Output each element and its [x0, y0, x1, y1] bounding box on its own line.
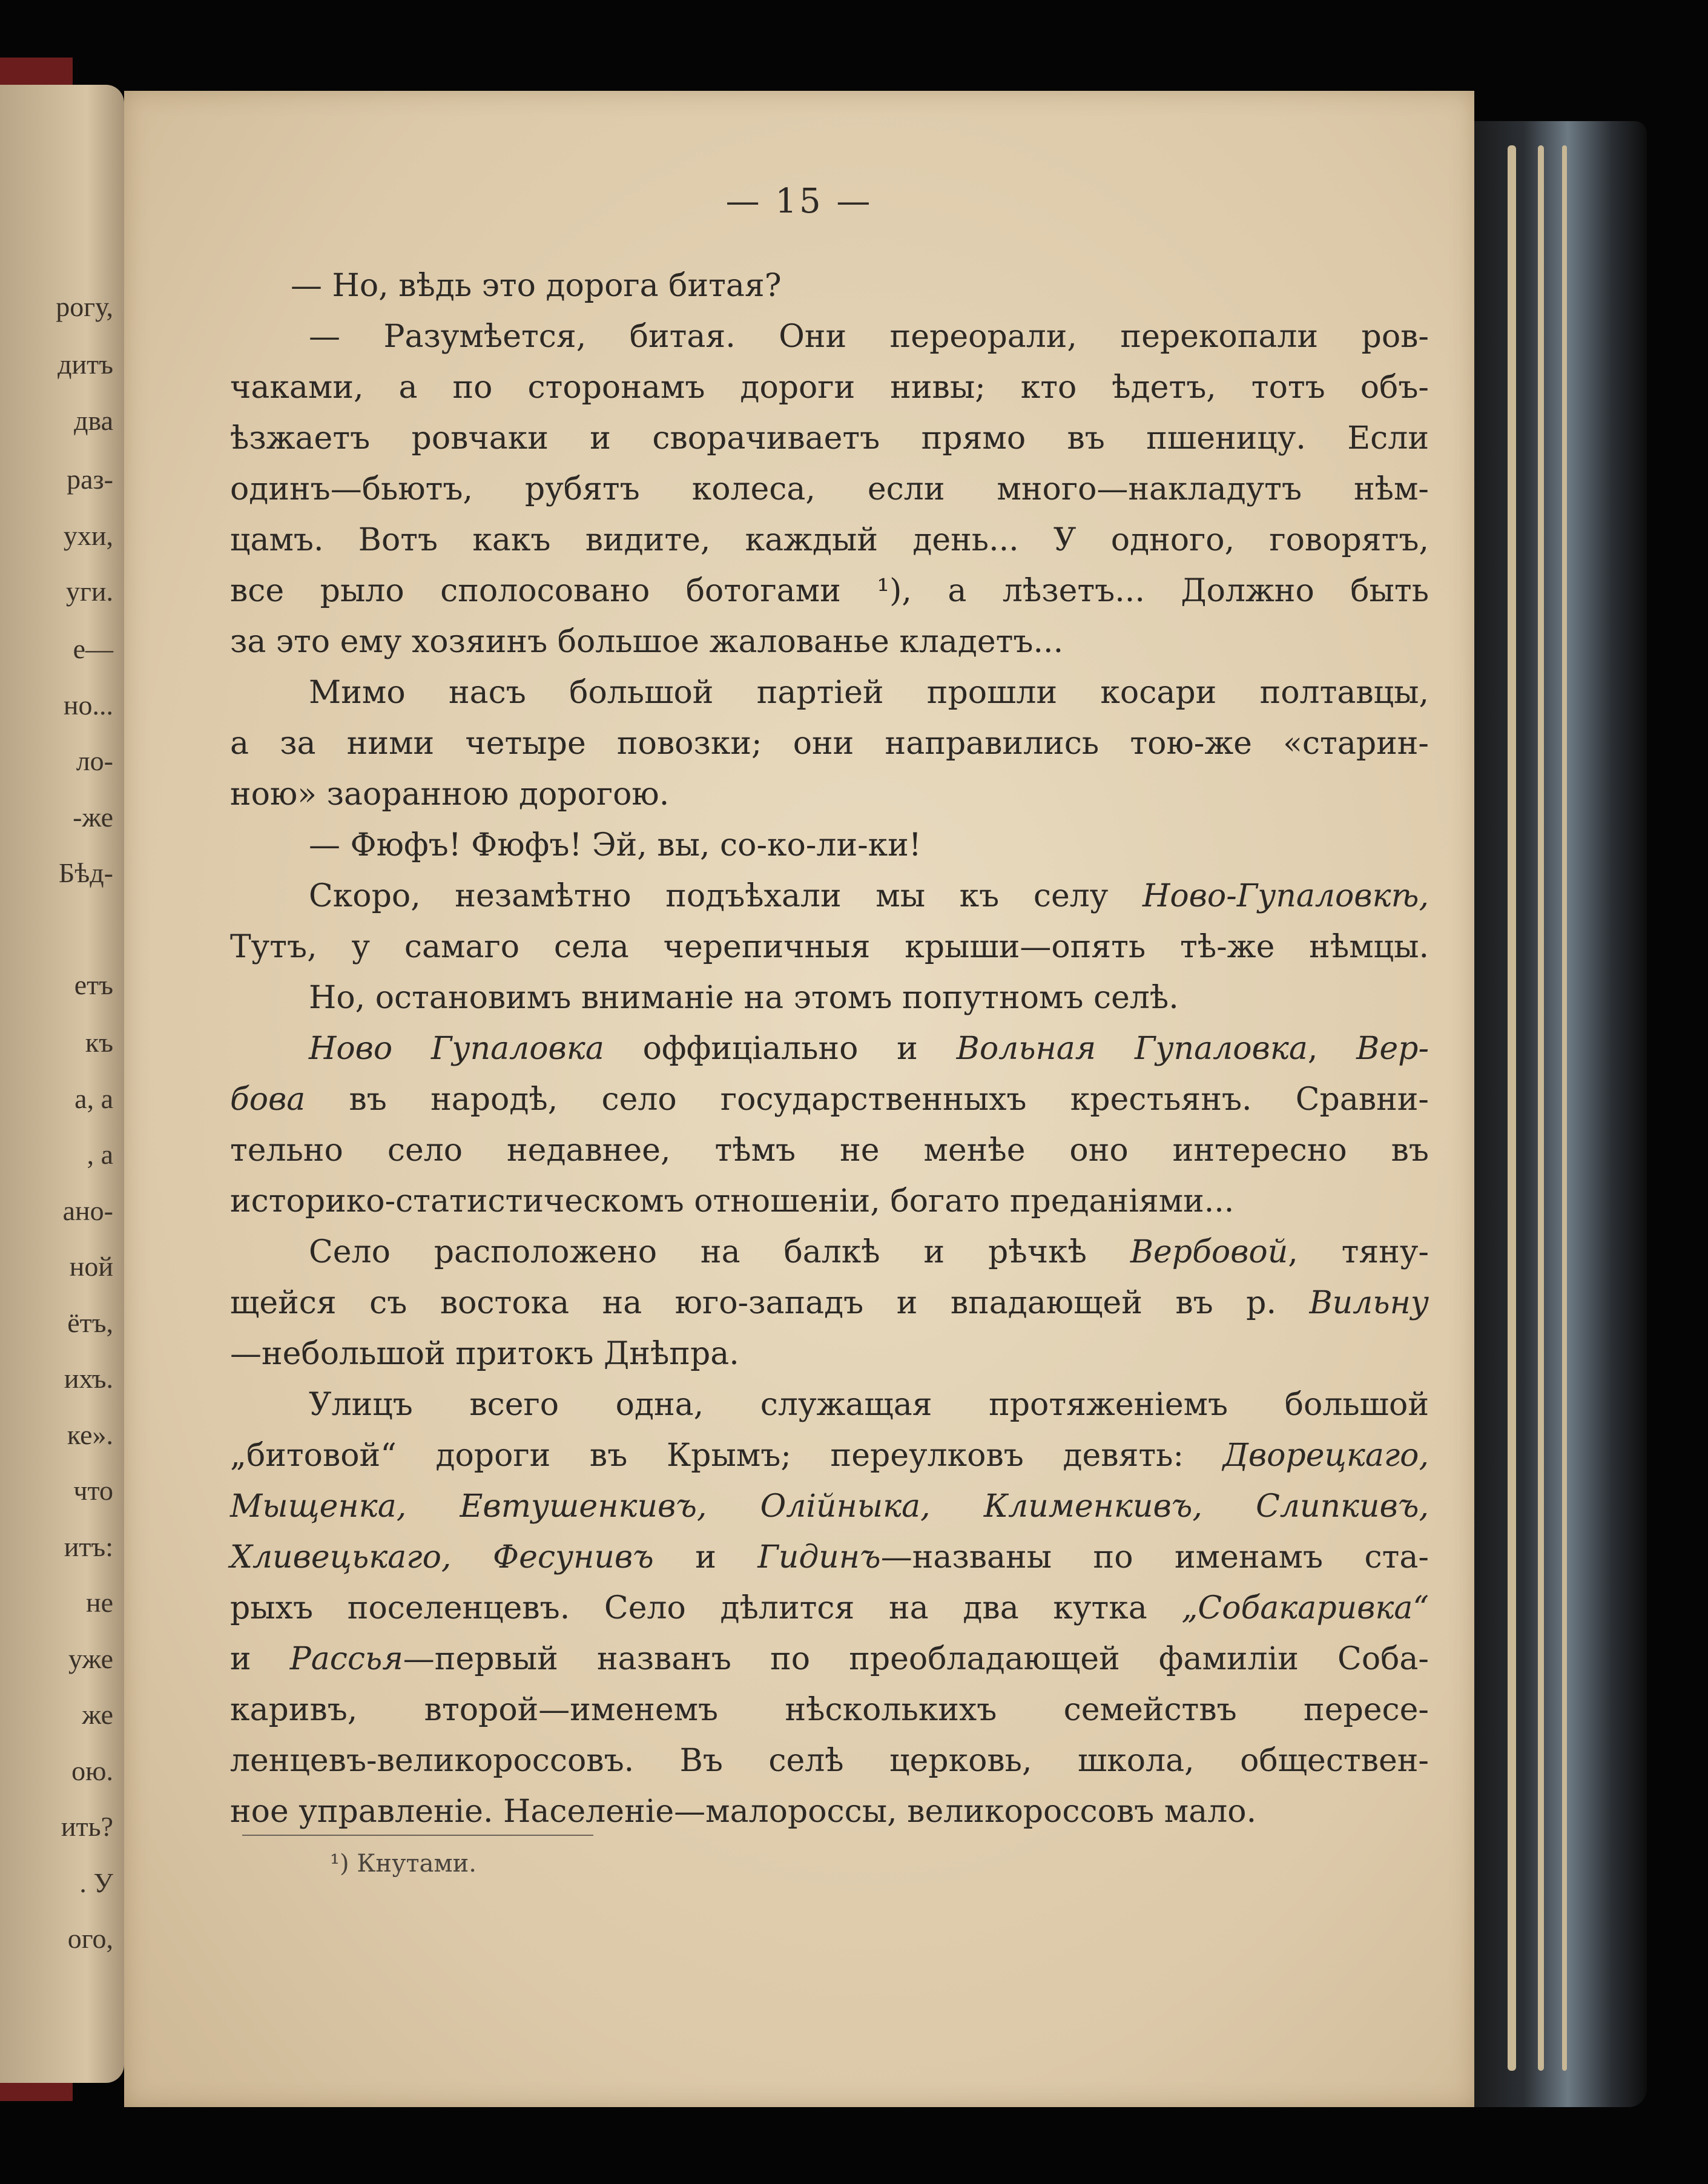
- text-segment: щейся съ востока на юго-западъ и впадающей въ р.: [230, 1285, 1310, 1321]
- italic-place-name: Хливецькаго, Фесунивъ: [230, 1539, 654, 1575]
- text-segment: а за ними четыре повозки; они направились тою-же «старин-: [230, 725, 1429, 762]
- text-line: [230, 1583, 1429, 1634]
- italic-place-name: Вер-: [1356, 1031, 1429, 1067]
- text-segment: —названы по именамъ ста-: [880, 1539, 1429, 1575]
- text-line: [230, 769, 1429, 820]
- text-line: [230, 1074, 1429, 1125]
- text-line: [230, 871, 1429, 922]
- italic-place-name: Ново Гупаловка: [309, 1031, 604, 1067]
- text-line: [230, 362, 1429, 413]
- italic-place-name: Мыщенка, Евтушенкивъ, Олійныка, Клименкивъ, Слипкивъ,: [230, 1488, 1429, 1525]
- book-page: [124, 91, 1474, 2107]
- text-segment: и: [230, 1641, 290, 1677]
- text-segment: одинъ—бьютъ, рубятъ колеса, если много—накладутъ нѣм-: [230, 471, 1429, 507]
- text-line: [230, 820, 1429, 871]
- text-line: [230, 1379, 1429, 1430]
- text-segment: и: [653, 1539, 758, 1575]
- left-page-text-fragment: ухи,: [63, 520, 113, 551]
- left-page-text-fragment: раз-: [67, 464, 113, 495]
- text-segment: чаками, а по сторонамъ дороги нивы; кто ѣдетъ, тотъ объ-: [230, 369, 1429, 406]
- left-page-text-fragment: два: [74, 405, 113, 436]
- italic-place-name: Гидинъ: [757, 1539, 881, 1575]
- text-line: [230, 464, 1429, 515]
- text-segment: — Фюфъ! Фюфъ! Эй, вы, со-ко-ли-ки!: [309, 827, 922, 863]
- left-page-text-fragment: итъ:: [64, 1531, 113, 1562]
- text-line: [230, 616, 1429, 667]
- page-edge-strip: [1562, 145, 1567, 2071]
- text-segment: — Но, вѣдь это дорога битая?: [291, 268, 782, 304]
- text-line: [230, 260, 1429, 311]
- italic-place-name: Вольная Гупаловка: [956, 1031, 1308, 1067]
- italic-place-name: бова: [230, 1081, 306, 1118]
- left-page-text-fragment: ить?: [61, 1811, 113, 1842]
- text-line: [230, 1481, 1429, 1532]
- left-page-text-fragment: что: [73, 1475, 113, 1506]
- text-line: [230, 1328, 1429, 1379]
- text-line: [230, 1176, 1429, 1227]
- text-segment: Село расположено на балкѣ и рѣчкѣ: [309, 1234, 1130, 1270]
- page-edge-strip: [1538, 145, 1544, 2071]
- italic-place-name: Рассья: [289, 1641, 403, 1677]
- page-number: — 15 —: [725, 182, 873, 221]
- footnote-divider: [242, 1835, 593, 1836]
- left-page-text-fragment: же: [82, 1699, 113, 1730]
- text-segment: тельно село недавнее, тѣмъ не менѣе оно интересно въ: [230, 1132, 1429, 1169]
- left-page-text-fragment: уже: [68, 1643, 113, 1674]
- text-segment: ное управленіе. Населеніе—малороссы, великороссовъ мало.: [230, 1793, 1257, 1830]
- text-segment: все рыло сполосовано ботогами ¹), а лѣзетъ... Должно быть: [230, 573, 1429, 609]
- text-line: [230, 515, 1429, 566]
- italic-place-name: Вербовой: [1130, 1234, 1288, 1270]
- left-page-text-fragment: ихъ.: [64, 1363, 113, 1394]
- left-page-text-fragment: ной: [69, 1251, 113, 1282]
- text-line: [230, 1227, 1429, 1278]
- italic-place-name: Ново-Гупаловкѣ,: [1142, 878, 1429, 914]
- left-page-text-fragment: ою.: [71, 1755, 113, 1786]
- text-segment: Скоро, незамѣтно подъѣхали мы къ селу: [309, 878, 1143, 914]
- left-page-text-fragment: не: [85, 1587, 113, 1618]
- book-block-edge: [1471, 121, 1647, 2107]
- italic-place-name: Вильну: [1309, 1285, 1429, 1321]
- text-segment: —первый названъ по преобладающей фамиліи Соба-: [403, 1641, 1429, 1677]
- text-line: [230, 1786, 1429, 1837]
- text-line: [230, 1634, 1429, 1684]
- text-segment: за это ему хозяинъ большое жалованье кладетъ...: [230, 624, 1064, 660]
- text-line: [230, 972, 1429, 1023]
- left-page-text-fragment: ого,: [67, 1923, 113, 1954]
- text-line: [230, 1532, 1429, 1583]
- text-line: [230, 311, 1429, 362]
- text-line: [230, 667, 1429, 718]
- text-line: [230, 1023, 1429, 1074]
- text-segment: „битовой“ дороги въ Крымъ; переулковъ девять:: [230, 1437, 1223, 1474]
- text-segment: , тяну-: [1288, 1234, 1429, 1270]
- left-page-text-fragment: а, а: [74, 1083, 113, 1114]
- left-page-text-fragment: ётъ,: [67, 1307, 113, 1338]
- text-segment: Мимо насъ большой партіей прошли косари полтавцы,: [309, 675, 1429, 711]
- text-line: [230, 1735, 1429, 1786]
- left-page-text-fragment: е—: [73, 633, 113, 664]
- left-page-text-fragment: етъ: [74, 969, 113, 1000]
- text-segment: — Разумѣется, битая. Они переорали, перекопали ров-: [309, 318, 1429, 355]
- text-line: [230, 413, 1429, 464]
- left-page-text-fragment: . У: [79, 1867, 113, 1898]
- text-segment: ною» заоранною дорогою.: [230, 776, 670, 813]
- text-line: [230, 718, 1429, 769]
- left-page-text-fragment: ло-: [76, 745, 113, 776]
- text-line: [230, 1684, 1429, 1735]
- text-segment: ѣзжаетъ ровчаки и сворачиваетъ прямо въ пшеницу. Если: [230, 420, 1429, 457]
- left-page-text-fragment: , а: [87, 1139, 113, 1170]
- page-edge-strip: [1508, 145, 1516, 2071]
- text-line: [230, 1278, 1429, 1328]
- left-page-text-fragment: дитъ: [58, 349, 113, 380]
- text-line: [230, 1125, 1429, 1176]
- italic-place-name: „Собакаривка“: [1181, 1590, 1429, 1626]
- text-segment: ,: [1307, 1031, 1357, 1067]
- left-page-text-fragment: къ: [85, 1027, 113, 1058]
- body-text: [230, 260, 1429, 1837]
- italic-place-name: Дворецкаго,: [1222, 1437, 1429, 1474]
- left-page-text-fragment: уги.: [66, 576, 113, 607]
- footnote: ¹) Кнутами.: [330, 1850, 476, 1878]
- text-segment: каривъ, второй—именемъ нѣсколькихъ семействъ пересе-: [230, 1692, 1429, 1728]
- text-segment: оффиціально и: [604, 1031, 957, 1067]
- text-segment: историко-статистическомъ отношеніи, богато преданіями...: [230, 1183, 1235, 1219]
- left-page-text-fragment: но...: [63, 690, 113, 721]
- text-segment: Улицъ всего одна, служащая протяженіемъ большой: [309, 1387, 1429, 1423]
- left-page-text-fragment: ано-: [62, 1195, 113, 1226]
- text-segment: рыхъ поселенцевъ. Село дѣлится на два кутка: [230, 1590, 1182, 1626]
- previous-page-edge: [0, 85, 124, 2083]
- left-page-text-fragment: ке».: [67, 1419, 113, 1450]
- left-page-text-fragment: -же: [73, 802, 113, 833]
- text-segment: цамъ. Вотъ какъ видите, каждый день... У одного, говорятъ,: [230, 522, 1429, 558]
- left-page-text-fragment: Бѣд-: [58, 857, 113, 888]
- text-line: [230, 566, 1429, 616]
- text-segment: Тутъ, у самаго села черепичныя крыши—опять тѣ-же нѣмцы.: [230, 929, 1429, 965]
- text-segment: —небольшой притокъ Днѣпра.: [230, 1336, 739, 1372]
- text-segment: ленцевъ-великороссовъ. Въ селѣ церковь, школа, обществен-: [230, 1743, 1429, 1779]
- left-page-text-fragment: рогу,: [56, 291, 113, 322]
- text-line: [230, 922, 1429, 972]
- text-line: [230, 1430, 1429, 1481]
- text-segment: Но, остановимъ вниманіе на этомъ попутномъ селѣ.: [309, 980, 1179, 1016]
- text-segment: въ народѣ, село государственныхъ крестьянъ. Сравни-: [305, 1081, 1429, 1118]
